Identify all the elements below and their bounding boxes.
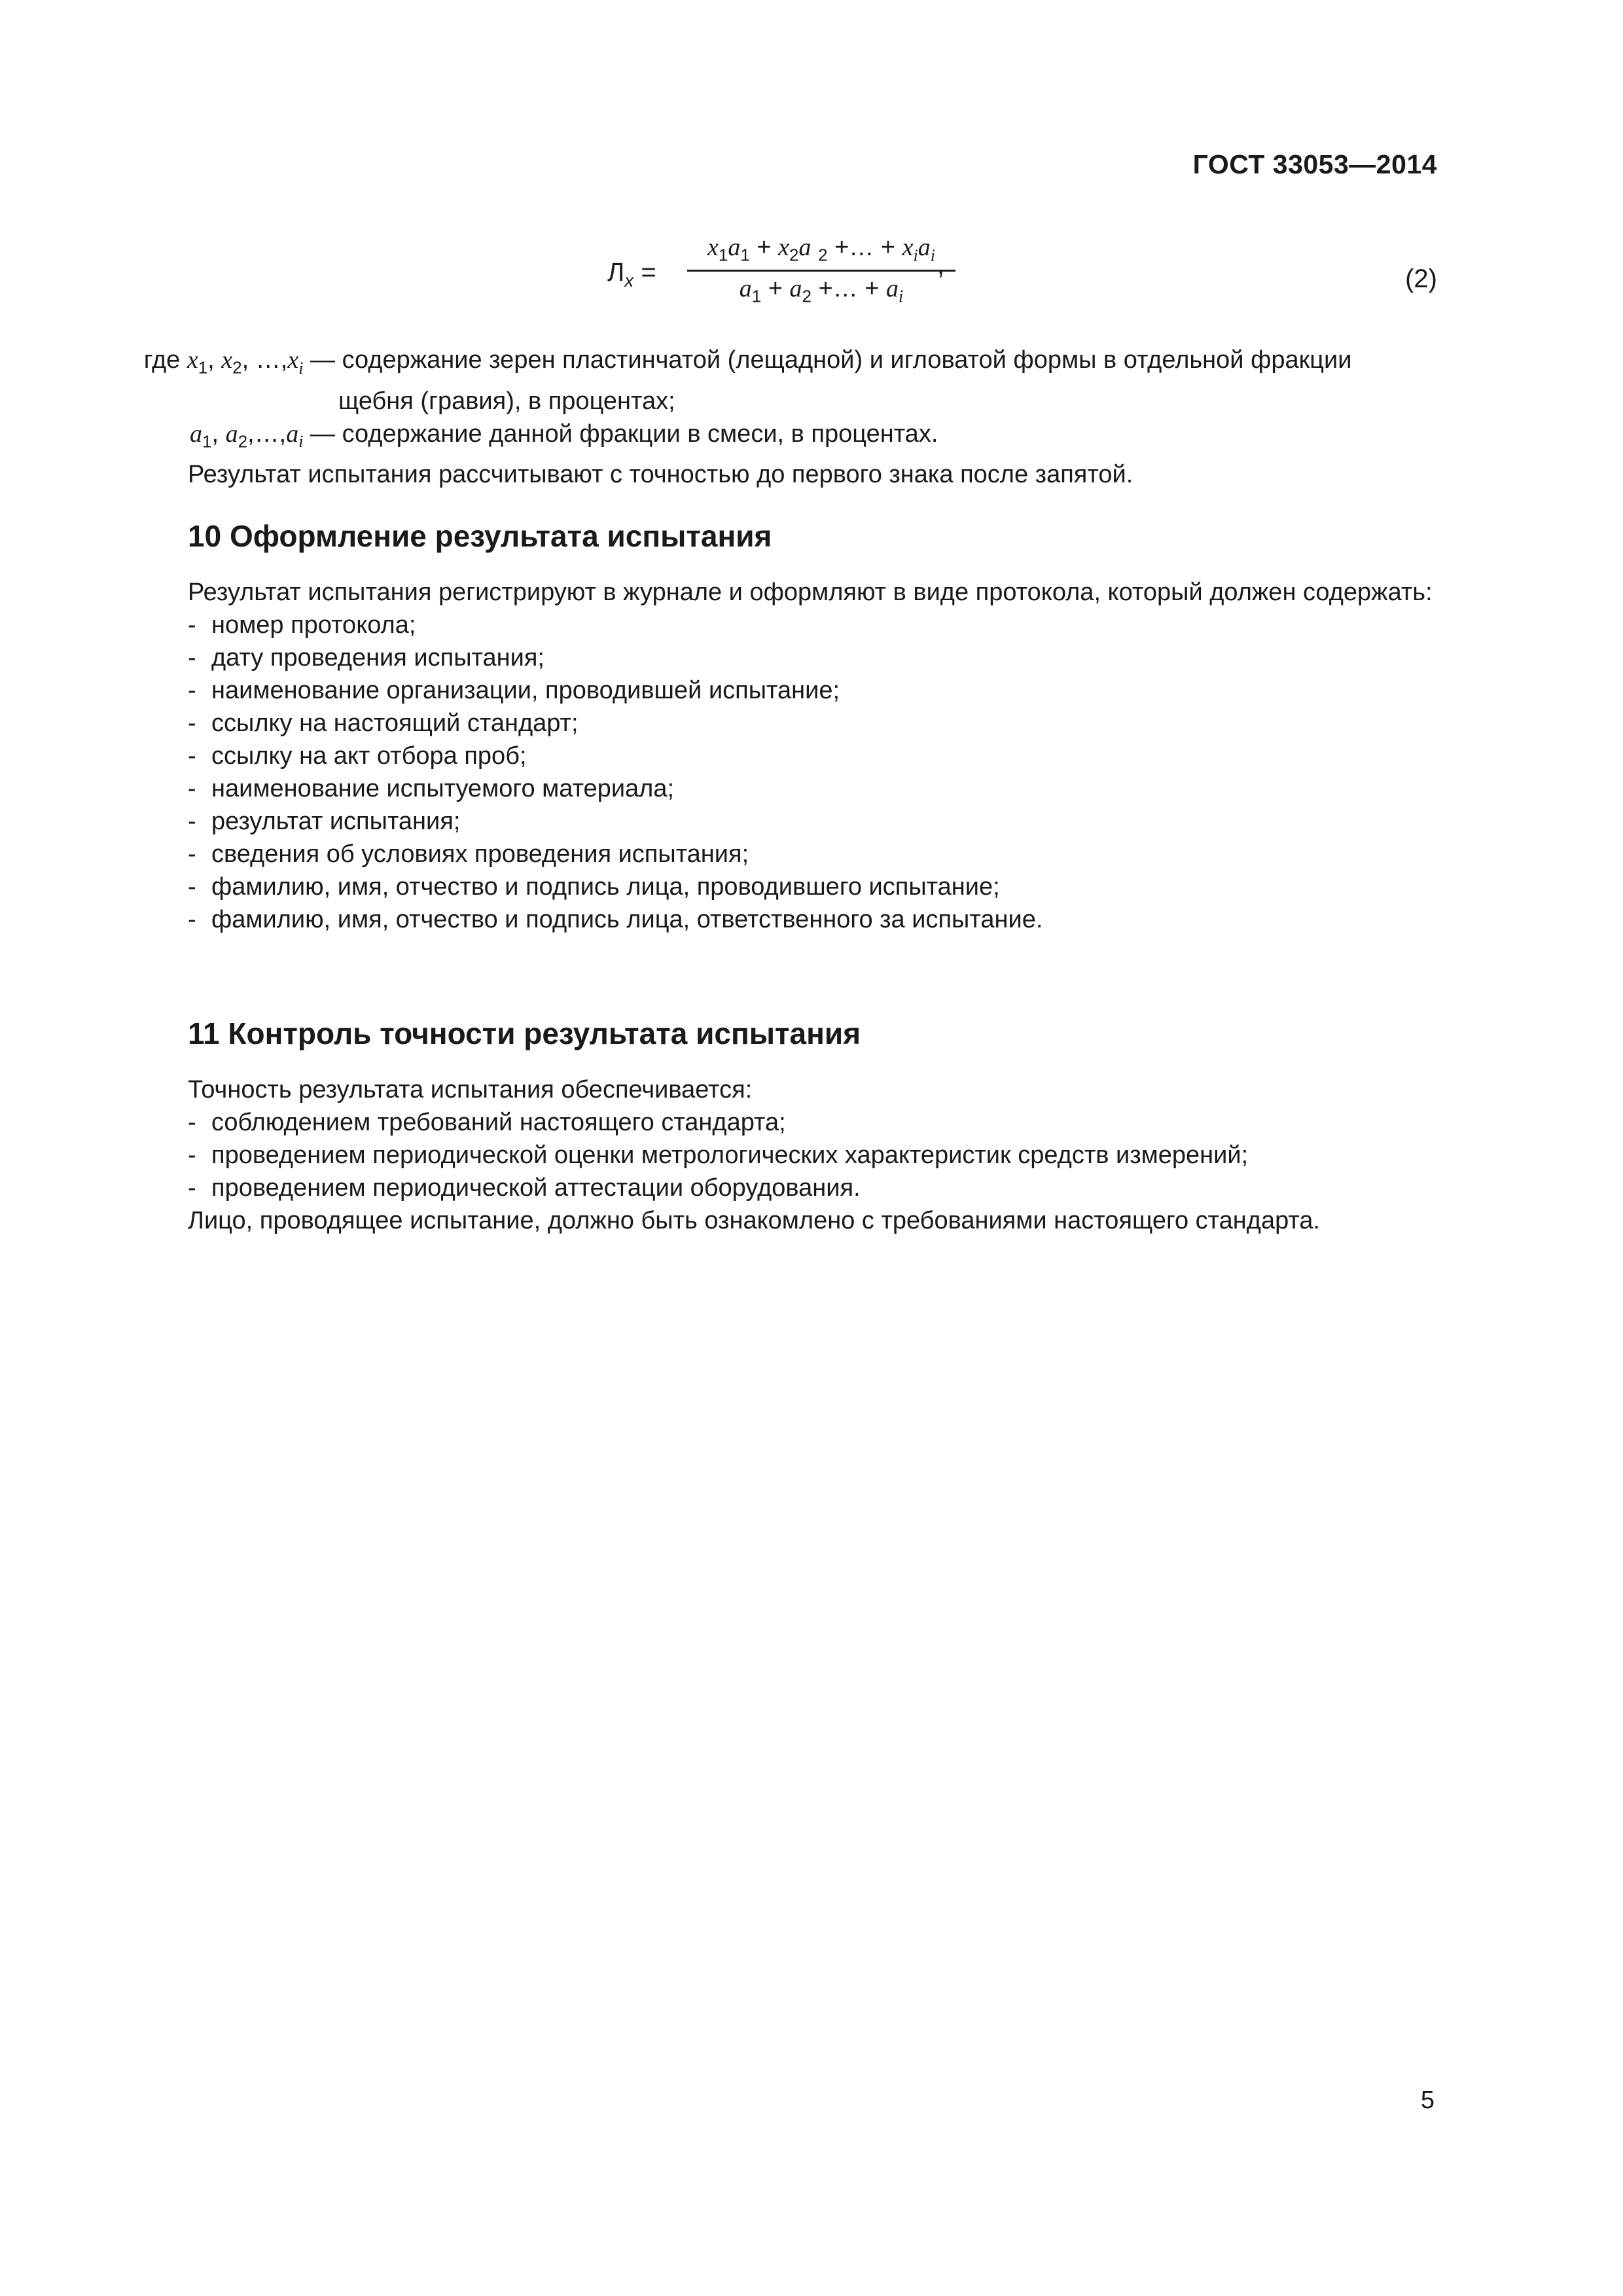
list-item: - ссылку на настоящий стандарт; xyxy=(119,707,1438,740)
accuracy-note: Результат испытания рассчитывают с точностью до первого знака после запятой. xyxy=(188,461,1133,489)
formula-lhs xyxy=(607,258,656,291)
list-item: - наименование испытуемого материала; xyxy=(119,772,1438,805)
formula-2 xyxy=(0,233,1623,325)
formula-fraction xyxy=(687,233,955,306)
legend-desc-x-line2: щебня (гравия), в процентах; xyxy=(338,387,675,415)
section-11-intro: Точность результата испытания обеспечивается: xyxy=(188,1076,753,1103)
list-item: - дату проведения испытания; xyxy=(119,641,1438,674)
section-10-intro: Результат испытания регистрируют в журнале и оформляют в виде протокола, который должен содержать: xyxy=(188,579,1433,606)
section-11-title: 11 Контроль точности результата испытания xyxy=(188,1016,861,1050)
section-11-body xyxy=(119,1073,1438,1237)
formula-legend xyxy=(119,344,1438,491)
list-item: - соблюдением требований настоящего стандарта; xyxy=(119,1106,1438,1139)
formula-comma: , xyxy=(937,251,945,280)
list-item: - наименование организации, проводившей испытание; xyxy=(119,674,1438,707)
list-item: - проведением периодической аттестации оборудования. xyxy=(119,1172,1438,1204)
list-item: - фамилию, имя, отчество и подпись лица, проводившего испытание; xyxy=(119,870,1438,903)
document-header: ГОСТ 33053—2014 xyxy=(1192,149,1437,179)
equation-number: (2) xyxy=(1405,264,1437,293)
section-10-body xyxy=(119,576,1438,936)
list-item: - проведением периодической оценки метрологических характеристик средств измерений; xyxy=(119,1139,1438,1172)
legend-desc-a: содержание данной фракции в смеси, в процентах. xyxy=(342,420,938,448)
formula-lhs-symbol: Л xyxy=(607,258,625,287)
legend-row-a xyxy=(119,418,1438,459)
list-item: - ссылку на акт отбора проб; xyxy=(119,740,1438,772)
legend-term-x xyxy=(119,344,335,385)
list-item: - фамилию, имя, отчество и подпись лица, ответственного за испытание. xyxy=(119,903,1438,936)
legend-row-x xyxy=(119,344,1438,385)
section-10-list xyxy=(119,609,1438,936)
formula-equals: = xyxy=(641,258,656,287)
legend-desc-x-line1: содержание зерен пластинчатой (лещадной) и игловатой формы в отдельной фракции xyxy=(342,346,1352,374)
list-item: - номер протокола; xyxy=(119,609,1438,641)
page-number: 5 xyxy=(1420,2087,1435,2114)
section-10-title: 10 Оформление результата испытания xyxy=(188,519,772,553)
list-item: - сведения об условиях проведения испытания; xyxy=(119,838,1438,870)
section-11-list xyxy=(119,1106,1438,1204)
list-item: - результат испытания; xyxy=(119,805,1438,838)
formula-lhs-subscript: x xyxy=(624,270,634,291)
legend-term-x-symbols: $x_1$, $x_2$, $\dots,x_i$ — xyxy=(187,346,335,378)
formula-numerator: $x_1a_1 + x_2a$ $_2$ +… + $x_ia_i$ xyxy=(707,234,935,265)
fraction-bar xyxy=(687,270,955,272)
legend-prefix: где xyxy=(143,346,181,374)
section-11-closing: Лицо, проводящее испытание, должно быть ознакомлено с требованиями настоящего стандарта. xyxy=(188,1207,1321,1234)
formula-denominator: $a_1 + a_2$ +… + $a_i$ xyxy=(739,274,904,306)
legend-term-a: $a_1$, $a_2,\dots,a_i$ — xyxy=(190,420,335,452)
